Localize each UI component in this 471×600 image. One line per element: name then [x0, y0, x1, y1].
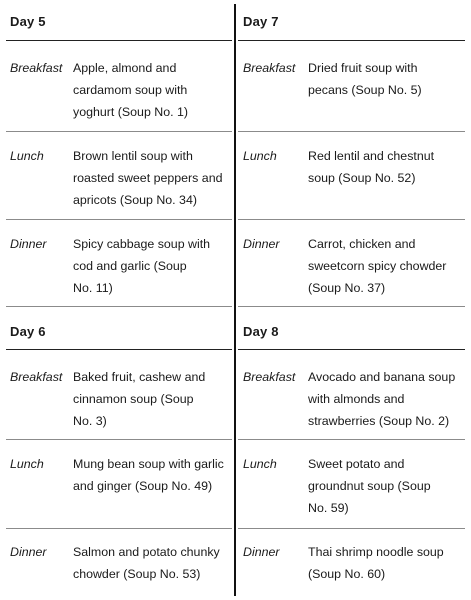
divider: [238, 131, 465, 132]
meal-description: Apple, almond and cardamom soup with yoghurt (Soup No. 1): [73, 61, 189, 119]
divider: [238, 306, 465, 307]
meal-description: Mung bean soup with garlic and ginger (Soup No. 49): [73, 457, 224, 493]
day-7-breakfast: [243, 57, 468, 123]
meal-label: Breakfast: [10, 61, 63, 75]
day-7-dinner: [243, 233, 468, 299]
divider: [238, 219, 465, 220]
meal-description: Thai shrimp noodle soup (Soup No. 60): [308, 545, 444, 581]
meal-description: Red lentil and chestnut soup (Soup No. 52): [308, 149, 435, 185]
day-5-breakfast: [10, 57, 232, 123]
day-5-title: Day 5: [10, 14, 46, 29]
divider: [6, 219, 232, 220]
day-5-lunch: [10, 145, 232, 211]
day-6-lunch: [10, 453, 232, 497]
meal-description: Sweet potato and groundnut soup (Soup No. 59): [308, 457, 431, 515]
meal-label: Lunch: [10, 149, 44, 163]
day-8-breakfast: [243, 366, 468, 432]
meal-description: Carrot, chicken and sweetcorn spicy chowder (Soup No. 37): [308, 237, 447, 295]
day-8-dinner: [243, 541, 468, 585]
day-8-header-rule: [238, 349, 465, 350]
meal-label: Dinner: [10, 545, 47, 559]
day-6-breakfast: [10, 366, 232, 432]
meal-description: Spicy cabbage soup with cod and garlic (Soup No. 11): [73, 237, 211, 295]
divider: [6, 306, 232, 307]
day-8-title: Day 8: [243, 324, 279, 339]
meal-label: Lunch: [10, 457, 44, 471]
meal-description: Brown lentil soup with roasted sweet peppers and apricots (Soup No. 34): [73, 149, 223, 207]
day-8-lunch: [243, 453, 468, 519]
meal-label: Breakfast: [243, 370, 296, 384]
day-7-header-rule: [238, 40, 465, 41]
divider: [6, 528, 232, 529]
meal-label: Dinner: [10, 237, 47, 251]
day-7-lunch: [243, 145, 468, 211]
meal-label: Dinner: [243, 545, 280, 559]
meal-label: Breakfast: [243, 61, 296, 75]
divider: [6, 439, 232, 440]
day-6-dinner: [10, 541, 232, 585]
meal-label: Lunch: [243, 149, 277, 163]
day-6-title: Day 6: [10, 324, 46, 339]
day-6-header-rule: [6, 349, 232, 350]
meal-label: Breakfast: [10, 370, 63, 384]
day-7-title: Day 7: [243, 14, 279, 29]
meal-description: Avocado and banana soup with almonds and strawberries (Soup No. 2): [308, 370, 456, 428]
meal-label: Dinner: [243, 237, 280, 251]
column-divider: [234, 4, 236, 596]
divider: [6, 131, 232, 132]
meal-description: Baked fruit, cashew and cinnamon soup (Soup No. 3): [73, 370, 206, 428]
divider: [238, 439, 465, 440]
meal-description: Dried fruit soup with pecans (Soup No. 5): [308, 61, 422, 97]
meal-label: Lunch: [243, 457, 277, 471]
meal-description: Salmon and potato chunky chowder (Soup No. 53): [73, 545, 220, 581]
day-5-header-rule: [6, 40, 232, 41]
divider: [238, 528, 465, 529]
day-5-dinner: [10, 233, 232, 299]
